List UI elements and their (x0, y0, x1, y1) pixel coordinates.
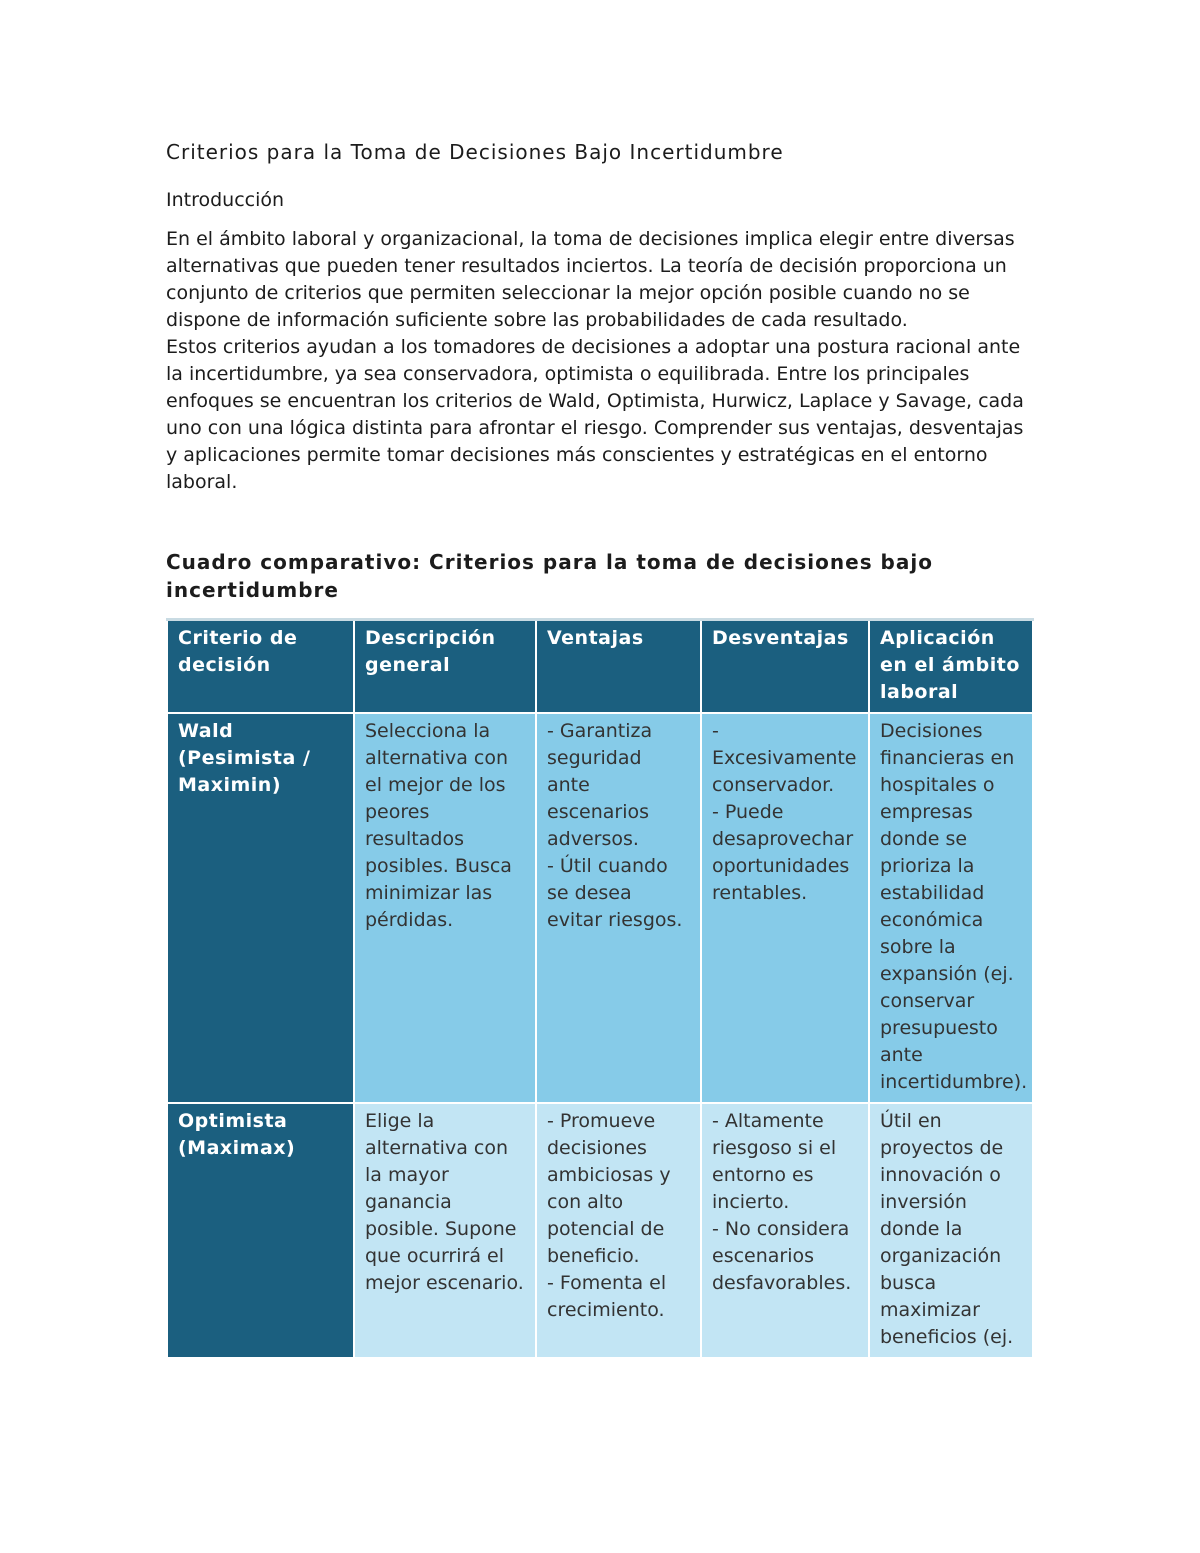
header-criterion: Criterio de decisión (167, 620, 354, 714)
row-disadvantages (701, 713, 869, 1103)
comparison-table (166, 618, 1034, 1359)
disadvantage-item: - No considera escenarios desfavorables. (712, 1218, 852, 1294)
header-disadvantages: Desventajas (701, 620, 869, 714)
advantage-item: - Fomenta el crecimiento. (547, 1272, 667, 1321)
row-criterion: Optimista (Maximax) (167, 1103, 354, 1358)
table-header-row (167, 620, 1033, 714)
row-application: Decisiones financieras en hospitales o empresas donde se prioriza la estabilidad económica sobre la expansión (ej. conservar presupuesto ante incertidumbre). (869, 713, 1033, 1103)
header-description: Descripción general (354, 620, 536, 714)
intro-paragraph-2: Estos criterios ayudan a los tomadores de decisiones a adoptar una postura racional ante la incertidumbre, ya sea conservadora, optimista o equilibrada. Entre los principales enfoques se encuentran los criterios de Wald, Optimista, Hurwicz, Laplace y Savage, cada uno con una lógica distinta para afrontar el riesgo. Comprender sus ventajas, desventajas y aplicaciones permite tomar decisiones más conscientes y estratégicas en el entorno laboral. (166, 336, 1024, 493)
intro-paragraph-1: En el ámbito laboral y organizacional, la toma de decisiones implica elegir entre diversas alternativas que pueden tener resultados inciertos. La teoría de decisión proporciona un conjunto de criterios que permiten seleccionar la mejor opción posible cuando no se dispone de información suficiente sobre las probabilidades de cada resultado. (166, 228, 1015, 331)
header-advantages: Ventajas (536, 620, 701, 714)
row-disadvantages (701, 1103, 869, 1358)
document-title: Criterios para la Toma de Decisiones Bajo Incertidumbre (166, 140, 784, 164)
intro-body (166, 226, 1034, 496)
advantage-item: - Garantiza seguridad ante escenarios adversos. (547, 720, 653, 850)
row-advantages (536, 713, 701, 1103)
row-advantages (536, 1103, 701, 1358)
disadvantage-item: - Excesivamente conservador. (712, 720, 857, 796)
row-description: Elige la alternativa con la mayor ganancia posible. Supone que ocurrirá el mejor escenario. (354, 1103, 536, 1358)
disadvantage-item: - Altamente riesgoso si el entorno es incierto. (712, 1110, 837, 1213)
disadvantage-item: - Puede desaprovechar oportunidades rentables. (712, 801, 854, 904)
row-criterion: Wald (Pesimista / Maximin) (167, 713, 354, 1103)
row-application: Útil en proyectos de innovación o inversión donde la organización busca maximizar beneficios (ej. (869, 1103, 1033, 1358)
table-row (167, 1103, 1033, 1358)
document-page (166, 138, 1034, 1359)
advantage-item: - Útil cuando se desea evitar riesgos. (547, 855, 683, 931)
table-title: Cuadro comparativo: Criterios para la toma de decisiones bajo incertidumbre (166, 550, 933, 602)
header-application: Aplicación en el ámbito laboral (869, 620, 1033, 714)
intro-heading: Introducción (166, 189, 285, 211)
row-description: Selecciona la alternativa con el mejor de los peores resultados posibles. Busca minimizar las pérdidas. (354, 713, 536, 1103)
advantage-item: - Promueve decisiones ambiciosas y con alto potencial de beneficio. (547, 1110, 671, 1267)
table-row (167, 713, 1033, 1103)
